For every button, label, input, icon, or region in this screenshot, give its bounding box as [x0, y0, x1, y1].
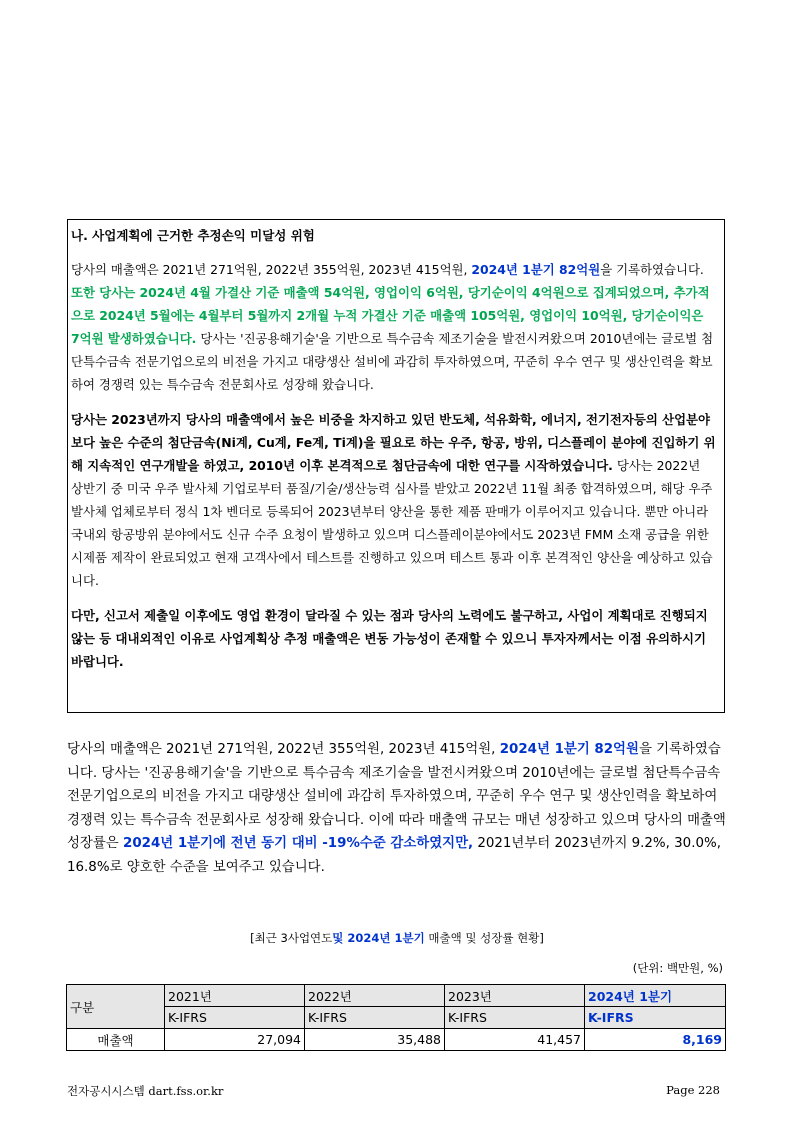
text-run: 당사는 2022년 상반기 중 미국 우주 발사체 기업로부터 품질/기술/생산능력 심사를 받았고 2022년 11월 최종 합격하였으며, 해당 우주 발사체 업체로부터 정식 1차 벤더로 등록되어 2023년부터 양산을 통한 제품 판매가 이루어지고 있습니다. 뿐만 아니라 국내외 항공방위 분야에서도 신규 수주 요청이 발생하고 있으며 디스플레이분야에서도 2023년 FMM 소재 공급을 위한 시제품 제작이 완료되었고 현재 고객사에서 테스트를 진행하고 있으며 테스트 통과 이후 본격적인 양산을 예상하고 있습니다. — [71, 458, 713, 588]
year-2021: 2021년 — [165, 985, 305, 1007]
text-run: 을 기록하였습니다. 당사는 '진공용해기술'을 기반으로 특수금속 제조기술을 발전시켜왔으며 2010년에는 글로벌 첨단특수금속 전문기업으로의 비전을 가지고 대량생산 설비에 과감히 투자하였으며, 꾸준히 우수 연구 및 생산인력을 확보하여 경쟁력 있는 특수금속 전문회사로 성장해 왔습니다. 이에 따라 매출액 규모는 매년 성장하고 있으며 당사의 매출액 성장률은 — [67, 742, 726, 851]
highlight-growth-decline: 2024년 1분기에 전년 동기 대비 -19%수준 감소하였지만, — [123, 836, 474, 851]
footer-site: 전자공시시스템 dart.fss.or.kr — [67, 1084, 224, 1098]
highlight-q1-sales: 2024년 1분기 82억원 — [499, 742, 639, 757]
table-caption — [67, 930, 727, 946]
highlight-provisional-results: 또한 당사는 2024년 4월 가결산 기준 매출액 54억원, 영업이익 6억원, 당기순이익 4억원으로 집계되었으며, 추가적으로 2024년 5월에는 4월부터 5월까지 2개월 누적 가결산 기준 매출액 105억원, 영업이익 10억원, 당기순이익은 7억원 발생하였습니다. — [71, 285, 710, 346]
year-2022: 2022년 — [305, 985, 445, 1007]
standard-2022: K-IFRS — [305, 1007, 445, 1029]
risk-box — [67, 219, 725, 713]
sales-2024-q1: 8,169 — [585, 1029, 726, 1051]
row-label-sales: 매출액 — [67, 1029, 165, 1051]
highlight-q1-sales: 2024년 1분기 82억원 — [471, 262, 601, 277]
text-run: 당사의 매출액은 2021년 271억원, 2022년 355억원, 2023년 415억원, — [67, 742, 500, 757]
bold-run: 당사는 2023년까지 당사의 매출액에서 높은 비중을 차지하고 있던 반도체, 석유화학, 에너지, 전기전자등의 산업분야보다 높은 수준의 첨단금속(Ni계, Cu계, Fe계, Ti계)을 필요로 하는 우주, 항공, 방위, 디스플레이 분야에 진입하기 위해 지속적인 연구개발을 하였고, 2010년 이후 본격적으로 첨단금속에 대한 연구를 시작하였습니다. — [71, 412, 716, 473]
risk-paragraph-2 — [71, 408, 716, 592]
year-2024-q1: 2024년 1분기 — [585, 985, 726, 1007]
sales-2022: 35,488 — [305, 1029, 445, 1051]
caption-text: 매출액 및 성장률 현황] — [424, 931, 544, 945]
text-run: 당사의 매출액은 2021년 271억원, 2022년 355억원, 2023년 415억원, — [71, 262, 472, 277]
table-row — [67, 1007, 726, 1029]
standard-2023: K-IFRS — [445, 1007, 585, 1029]
page-number: Page 228 — [666, 1083, 720, 1097]
sales-2023: 41,457 — [445, 1029, 585, 1051]
text-run: 을 기록하였습니다. — [600, 262, 704, 277]
table-row — [67, 1029, 726, 1051]
sales-2021: 27,094 — [165, 1029, 305, 1051]
standard-2024-q1: K-IFRS — [585, 1007, 726, 1029]
caption-highlight: 및 2024년 1분기 — [332, 931, 425, 945]
risk-paragraph-3: 다만, 신고서 제출일 이후에도 영업 환경이 달라질 수 있는 점과 당사의 노력에도 불구하고, 사업이 계획대로 진행되지 않는 등 대내외적인 이유로 사업계획상 추정 매출액은 변동 가능성이 존재할 수 있으니 투자자께서는 이점 유의하시기 바랍니다. — [71, 608, 708, 669]
text-run: 당사는 '진공용해기술'을 기반으로 특수금속 제조기술을 발전시켜왔으며 2010년에는 글로벌 첨단특수금속 전문기업으로의 비전을 가지고 대량생산 설비에 과감히 투자하였으며, 꾸준히 우수 연구 및 생산인력을 확보하여 경쟁력 있는 특수금속 전문회사로 성장해 왔습니다. — [71, 331, 714, 392]
table-row — [67, 985, 726, 1007]
sales-table — [66, 984, 726, 1051]
risk-title: 나. 사업계획에 근거한 추정손익 미달성 위험 — [71, 228, 315, 243]
table-unit: (단위: 백만원, %) — [632, 961, 723, 975]
standard-2021: K-IFRS — [165, 1007, 305, 1029]
sales-paragraph — [67, 738, 727, 879]
year-2023: 2023년 — [445, 985, 585, 1007]
caption-text: [최근 3사업연도 — [250, 931, 333, 945]
risk-paragraph-1 — [71, 258, 716, 396]
text-run: 2021년부터 2023년까지 9.2%, 30.0%, 16.8%로 양호한 수준을 보여주고 있습니다. — [67, 836, 721, 875]
header-label: 구분 — [67, 985, 165, 1029]
